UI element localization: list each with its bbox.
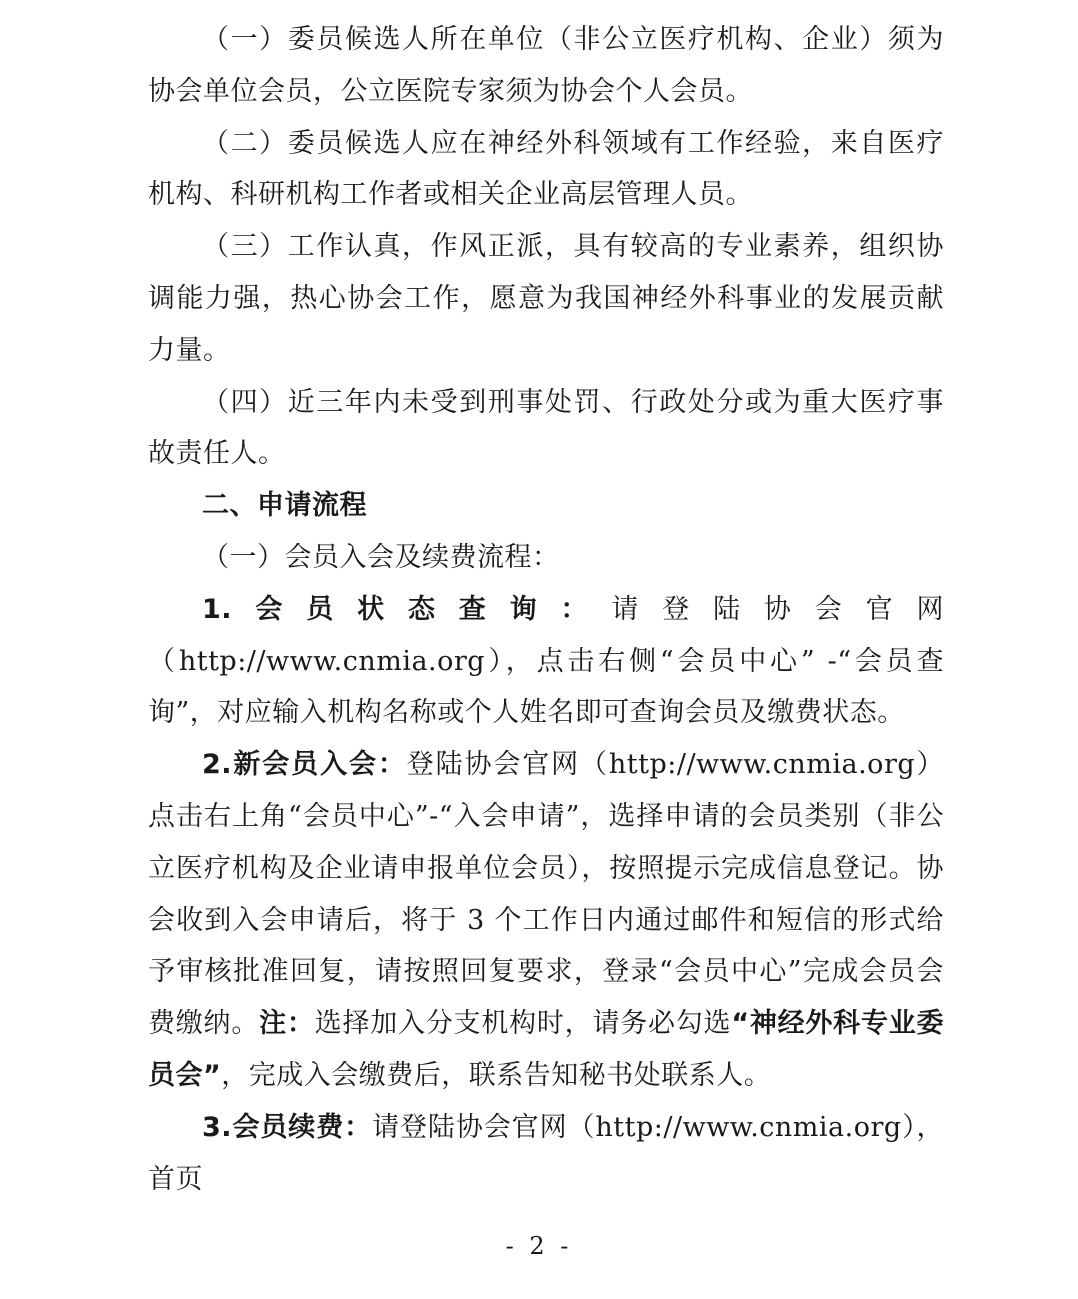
step-1-paragraph <box>148 584 944 739</box>
step-2-note-bold: “神经外科专业委员会” <box>148 1008 945 1091</box>
criteria-item-1: （一）委员候选人所在单位（非公立医疗机构、企业）须为协会单位会员，公立医院专家须为协会个人会员。 <box>148 24 944 107</box>
step-2-note-text-1: 选择加入分支机构时，请务必勾选 <box>314 1008 732 1040</box>
step-2-paragraph <box>148 739 944 1102</box>
subsection-heading: （一）会员入会及续费流程： <box>202 541 560 573</box>
step-1-label: 1.会员状态查询： <box>202 593 612 625</box>
criteria-item-2: （二）委员候选人应在神经外科领域有工作经验，来自医疗机构、科研机构工作者或相关企业高层管理人员。 <box>148 127 944 211</box>
step-3-paragraph <box>148 1102 944 1206</box>
document-body <box>148 14 944 1205</box>
step-2-text: 登陆协会官网（http://www.cnmia.org）点击右上角“会员中心”-“入会申请”，选择申请的会员类别（非公立医疗机构及企业请申报单位会员），按照提示完成信息登记。协会收到入会申请后，将于 3 个工作日内通过邮件和短信的形式给予审核批准回复，请按照回复要求，登录“会员中心”完成会员会费缴纳。 <box>148 749 945 1040</box>
step-2-note-text-2: ，完成入会缴费后，联系告知秘书处联系人。 <box>221 1059 772 1091</box>
step-2-note-label: 注： <box>259 1008 315 1040</box>
section-heading: 二、申请流程 <box>202 490 367 522</box>
criteria-item-3: （三）工作认真，作风正派，具有较高的专业素养，组织协调能力强，热心协会工作，愿意为我国神经外科事业的发展贡献力量。 <box>148 231 944 366</box>
step-3-label: 3.会员续费： <box>202 1111 373 1143</box>
step-3-text: 请登陆协会官网（http://www.cnmia.org），首页 <box>148 1111 944 1195</box>
step-1-text: 请登陆协会官网（http://www.cnmia.org），点击右侧“会员中心” -“会员查询”，对应输入机构名称或个人姓名即可查询会员及缴费状态。 <box>148 593 944 729</box>
page-number: - 2 - <box>505 1232 573 1260</box>
step-2-label: 2.新会员入会： <box>202 749 407 781</box>
criteria-item-4: （四）近三年内未受到刑事处罚、行政处分或为重大医疗事故责任人。 <box>148 386 944 470</box>
